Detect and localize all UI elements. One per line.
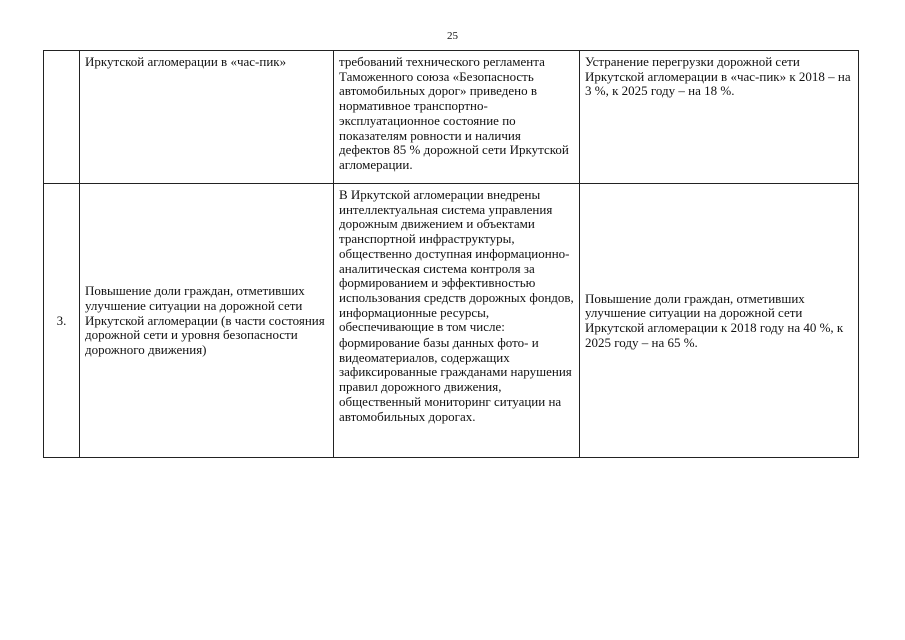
result-cell: [334, 184, 580, 458]
task-cell: Иркутской агломерации в «час-пик»: [80, 51, 334, 184]
row-number-cell: 3.: [44, 184, 80, 458]
result-cell: требований технического регламента Таможенного союза «Безопасность автомобильных дорог» приведено в нормативное транспортно-эксплуатационное состояние по показателям ровности и наличия дефектов 85 % дорожной сети Иркутской агломерации.: [334, 51, 580, 184]
effect-cell: Устранение перегрузки дорожной сети Иркутской агломерации в «час-пик» к 2018 – на 3 %, к 2025 году – на 18 %.: [580, 51, 859, 184]
page-number: 25: [447, 30, 458, 42]
task-cell: Повышение доли граждан, отметивших улучшение ситуации на дорожной сети Иркутской агломерации (в части состояния дорожной сети и уровня безопасности дорожного движения): [80, 184, 334, 458]
effect-cell: Повышение доли граждан, отметивших улучшение ситуации на дорожной сети Иркутской агломерации к 2018 году на 40 %, к 2025 году – на 65 %.: [580, 184, 859, 458]
targets-table: [43, 50, 859, 458]
table-row: [44, 184, 859, 458]
result-paragraph: формирование базы данных фото- и видеоматериалов, содержащих зафиксированные гражданами нарушения правил дорожного движения, общественный мониторинг ситуации на автомобильных дорогах.: [339, 335, 572, 424]
result-paragraph: В Иркутской агломерации внедрены интеллектуальная система управления дорожным движением и объектами транспортной инфраструктуры, общественно доступная информационно-аналитическая система контроля за формированием и эффективностью использования средств дорожных фондов, информационные ресурсы, обеспечивающие в том числе:: [339, 187, 574, 335]
row-number-cell: [44, 51, 80, 184]
table-row: [44, 51, 859, 184]
